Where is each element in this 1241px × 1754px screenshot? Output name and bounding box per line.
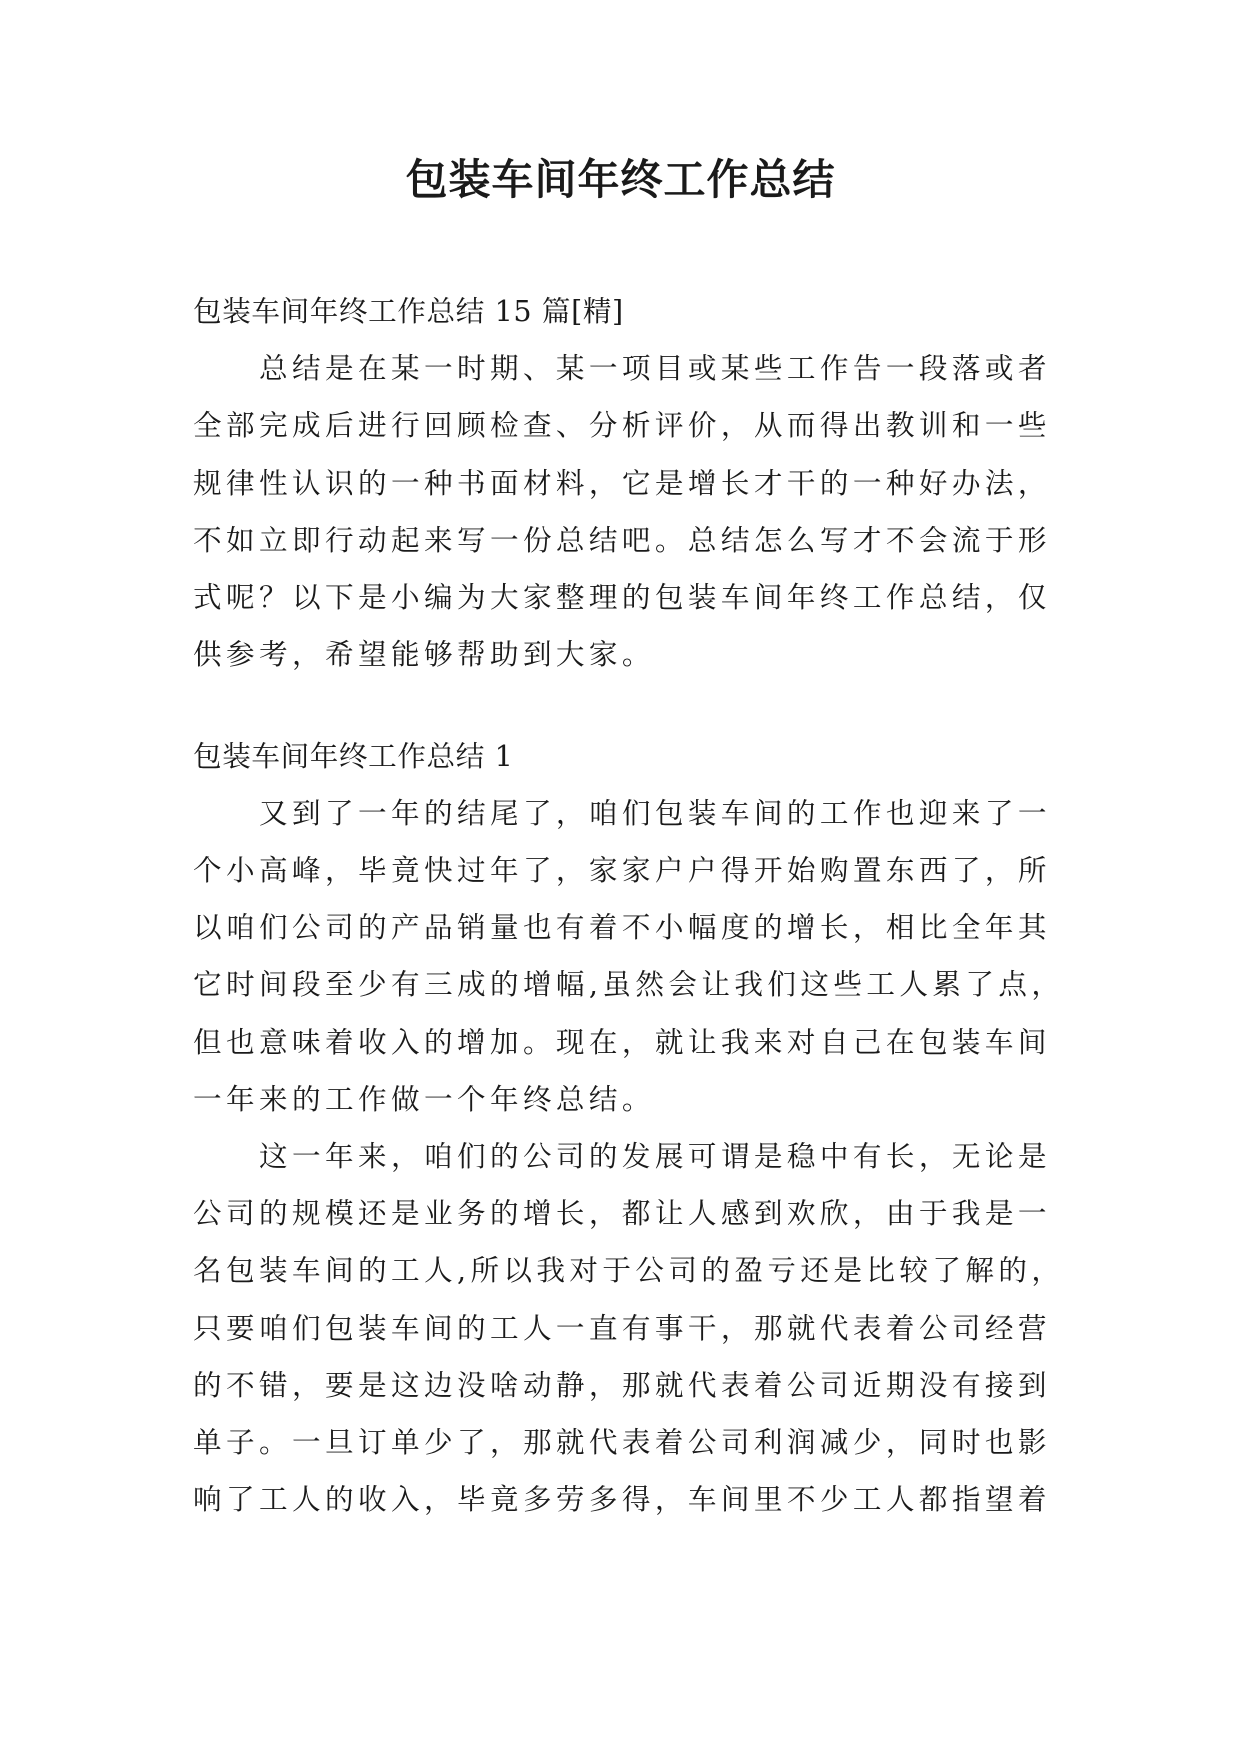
paragraph-line: 只要咱们包装车间的工人一直有事干，那就代表着公司经营: [193, 1310, 1051, 1345]
paragraph-line: 的不错，要是这边没啥动静，那就代表着公司近期没有接到: [193, 1367, 1051, 1402]
paragraph-line: 一年来的工作做一个年终总结。: [193, 1081, 655, 1116]
intro-line: 式呢？以下是小编为大家整理的包装车间年终工作总结，仅: [193, 579, 1051, 614]
paragraph-line: 这一年来，咱们的公司的发展可谓是稳中有长，无论是: [193, 1139, 1051, 1174]
paragraph-line: 响了工人的收入，毕竟多劳多得，车间里不少工人都指望着: [193, 1482, 1051, 1517]
paragraph-line: 它时间段至少有三成的增幅,虽然会让我们这些工人累了点，: [193, 967, 1065, 1002]
section-heading: 包装车间年终工作总结 1: [193, 738, 514, 773]
paragraph-line: 个小高峰，毕竟快过年了，家家户户得开始购置东西了，所: [193, 853, 1051, 888]
paragraph-line: 单子。一旦订单少了，那就代表着公司利润减少，同时也影: [193, 1424, 1051, 1459]
paragraph-line: 以咱们公司的产品销量也有着不小幅度的增长，相比全年其: [193, 910, 1051, 945]
document-body: [193, 283, 1065, 1528]
document-title: 包装车间年终工作总结: [405, 155, 836, 204]
intro-line: 总结是在某一时期、某一项目或某些工作告一段落或者: [193, 351, 1051, 386]
paragraph-line: 名包装车间的工人,所以我对于公司的盈亏还是比较了解的，: [193, 1253, 1065, 1288]
intro-line: 全部完成后进行回顾检查、分析评价，从而得出教训和一些: [193, 408, 1051, 443]
intro-line: 规律性认识的一种书面材料，它是增长才干的一种好办法，: [193, 465, 1051, 500]
intro-line: 不如立即行动起来写一份总结吧。总结怎么写才不会流于形: [193, 522, 1051, 557]
intro-line: 供参考，希望能够帮助到大家。: [193, 637, 655, 672]
section-spacer: [193, 683, 1055, 727]
paragraph-line: 公司的规模还是业务的增长，都让人感到欢欣，由于我是一: [193, 1196, 1051, 1231]
document-subtitle: 包装车间年终工作总结 15 篇[精]: [193, 294, 624, 328]
paragraph-line: 又到了一年的结尾了，咱们包装车间的工作也迎来了一: [193, 795, 1051, 830]
paragraph-line: 但也意味着收入的增加。现在，就让我来对自己在包装车间: [193, 1024, 1051, 1059]
